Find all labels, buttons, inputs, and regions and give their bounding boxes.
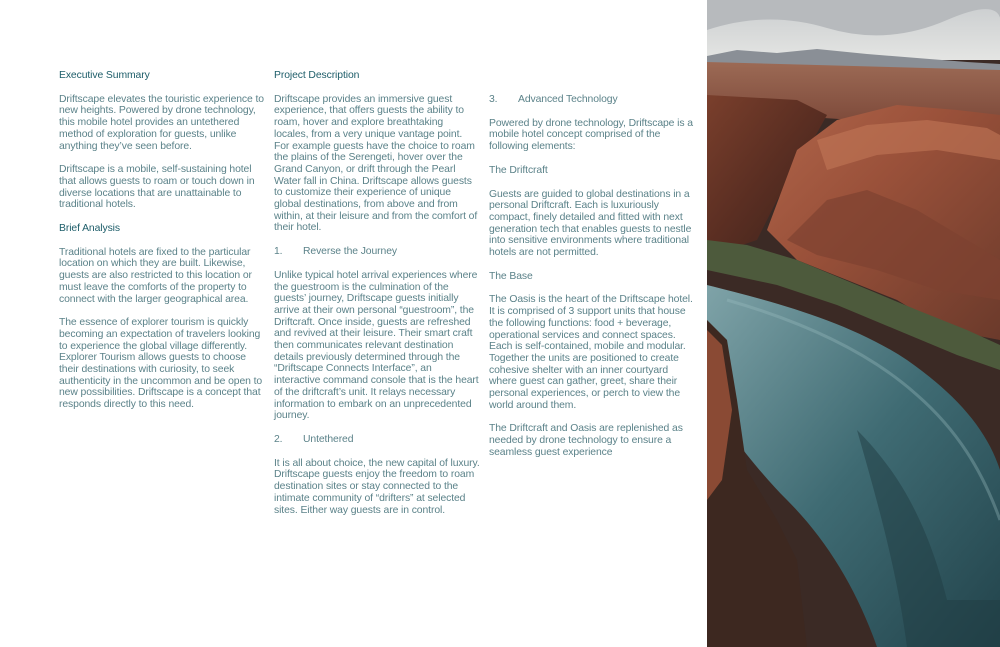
item-reverse-journey-text: Unlike typical hotel arrival experiences where the guestroom is the culmination of the guests’ journey, Driftscape guests initially arrive at their own personal “guestroom”, the Driftcraft. Once inside, guests are refreshed and revived at their leisure. Their smart craft then communicates relevant destination details previously determined through the “Driftscape Connects Interface”, an interactive command console that is the heart of the driftcraft’s unit. It relays necessary information to embark on an unprecedented journey.: [274, 269, 479, 422]
item-number: 2.: [274, 433, 283, 445]
executive-summary-heading: Executive Summary: [59, 70, 150, 81]
driftcraft-heading: The Driftcraft: [489, 164, 548, 176]
driftcraft-text: Guests are guided to global destinations in a personal Driftcraft. Each is luxuriously compact, finely detailed and fitted with next generation tech that enables guests to nestle into sensitive environments where traditional hotels are not permitted.: [489, 188, 692, 259]
item-untethered-text: It is all about choice, the new capital of luxury. Driftscape guests enjoy the freedom to roam destination sites or stay connected to the intimate community of “drifters” at selected sites. Either way guests are in control.: [274, 457, 480, 516]
summary-paragraph-2: Driftscape is a mobile, self-sustaining hotel that allows guests to roam or touch down in diverse locations that are unattainable to traditional hotels.: [59, 164, 255, 211]
base-text: The Oasis is the heart of the Driftscape hotel. It is comprised of 3 support units that house the following functions: food + beverage, operational services and connect spaces. Each is self-contained, mobile and modular. Together the units are positioned to create cohesive shelter with an inner courtyard where guest can gather, greet, share their personal experiences, or perch to view the world around them.: [489, 294, 693, 411]
item-reverse-journey-title: [274, 246, 480, 258]
item-title: Untethered: [303, 433, 354, 445]
replenish-text: The Driftcraft and Oasis are replenished as needed by drone technology to ensure a seamless guest experience: [489, 423, 683, 458]
item-number: 1.: [274, 246, 283, 258]
item-title: Reverse the Journey: [303, 246, 397, 258]
canyon-illustration: [707, 0, 1000, 647]
item-number: 3.: [489, 94, 498, 105]
column-summary: [59, 70, 267, 423]
summary-paragraph-1: Driftscape elevates the touristic experience to new heights. Powered by drone technology, this mobile hotel provides an untethered method of exploration for guests, unlike anything they’ve seen before.: [59, 93, 264, 152]
brief-paragraph-1: Traditional hotels are fixed to the particular location on which they are built. Likewise, guests are also restricted to this location or must leave the comforts of the property to connect with the larger geographical area.: [59, 246, 252, 305]
brief-analysis-heading: Brief Analysis: [59, 223, 120, 235]
canyon-river-photo: [707, 0, 1000, 647]
item-advanced-technology-title: [489, 94, 693, 106]
column-project: [274, 70, 480, 528]
project-intro: Driftscape provides an immersive guest experience, that offers guests the ability to roam, hover and explore breathtaking locales, from a very unique vantage point. For example guests have the choice to roam the plains of the Serengeti, hover over the Grand Canyon, or drift through the Pearl Water fall in China. Driftscape allows guests to customize their experience of unique global destinations, from above and from within, at their leisure and from the comfort of their hotel.: [274, 93, 478, 234]
item-title: Advanced Technology: [518, 94, 618, 105]
base-heading: The Base: [489, 270, 533, 282]
item-untethered-title: [274, 434, 480, 446]
brief-paragraph-2: The essence of explorer tourism is quickly becoming an expectation of travelers looking to experience the global village differently. Explorer Tourism allows guests to choose their destinations with curiosity, to seek authenticity in the uncommon and be open to new possibilities. Driftscape is a concept that responds directly to this need.: [59, 317, 263, 411]
technology-intro: Powered by drone technology, Driftscape is a mobile hotel concept comprised of the following elements:: [489, 117, 693, 153]
project-description-heading: Project Description: [274, 70, 360, 81]
column-technology: [489, 94, 693, 471]
